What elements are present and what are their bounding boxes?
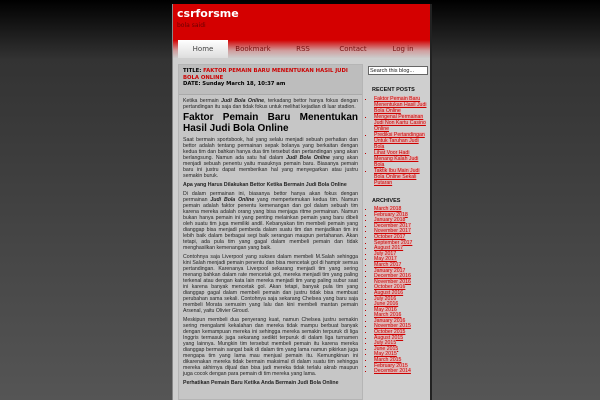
recent-posts-heading: RECENT POSTS <box>372 87 415 93</box>
subheading: Apa yang Harus Dilakukan Bettor Ketika Bermain Judi Bola Online <box>183 182 347 188</box>
paragraph: Contohnya saja Liverpool yang sukses dalam membeli M.Salah sehingga kini Salah menjadi pemain penentu dan bisa mencetak gol di hampir semua pertandingan. Karenanya Liverpool sekarang menjadi tim yang sering menang bahkan dalam rate mencetak gol, mereka menjadi tim yang paling terkenal atau dengan kata lain mereka menjadi tim yang paling subur saat ini karena banyak mencetak gol. Akan tetapi, banyak pula tim yang dianggap gagal dalam membeli pemain dan justru tidak bisa membuat perubahan sama sekali. Contohnya saja sekarang Chelsea yang baru saja membeli Morata semusim yang lalu dan kini membeli mantan pemain Arsenal, yaitu Olivier Giroud. <box>183 254 358 314</box>
archive-link[interactable]: October 2017 <box>374 233 406 240</box>
archive-link[interactable]: February 2018 <box>374 211 408 218</box>
recent-post-link[interactable]: Taktik Ibu Main Judi Bola Online Sekali Putaran <box>374 168 420 186</box>
site-header <box>173 4 430 40</box>
archive-link[interactable]: November 2016 <box>374 278 411 285</box>
keyword-link[interactable]: Judi Bola Online <box>221 98 265 104</box>
nav-rss[interactable]: RSS <box>296 45 310 53</box>
post-title-link[interactable]: FAKTOR PEMAIN BARU MENENTUKAN HASIL JUDI BOLA ONLINE <box>183 68 348 81</box>
paragraph: Meskipun membeli dua penyerang kuat, namun Chelsea justru semakin sering mengalami kekalahan dan mereka tidak mampu berbuat banyak dengan kemampuan mereka ini sehingga mereka semakin terpuruk di liga Inggris termasuk juga sekarang sedikit terpuruk di dalam liga turnamen yang lainnya. Mungkin tim tersebut membeli pemain itu karena mereka dianggap bermain sangat baik di dalam tim yang lama namun pikirkan juga mengapa tim yang lama mau menjual pemain itu. Kemungkinan ini dikarenakan mereka tidak bermain maksimal di dalam suatu tim sehingga mereka akhirnya dijual dan bisa jadi mereka tidak terlalu akrab maupun juga cocok dengan para pemain di tim mereka yang lama. <box>183 317 358 377</box>
main-nav <box>173 40 430 58</box>
archive-link[interactable]: November 2015 <box>374 323 411 330</box>
archive-link[interactable]: May 2016 <box>374 306 397 313</box>
archive-item <box>374 369 429 375</box>
keyword-link[interactable]: Judi Bola Online <box>210 197 255 203</box>
archive-link[interactable]: October 2016 <box>374 284 406 291</box>
text: Saat bermain sportsbook, hal yang selalu menjadi sebuah perhatian dan bettor adalah tentang permainan sepak bolanya yang berkaitan dengan kedua tim dan bahkan hanya dua tim tersebut dan pertandingan yang akan berlangsung. Namun ada satu hal dalam <box>183 137 358 161</box>
archive-link[interactable]: June 2015 <box>374 345 399 352</box>
sidebar <box>366 64 429 375</box>
text: yang akan menjadi sebuah penentu yaitu masuknya pemain baru. Biasanya pemain baru ini justru dapat memberikan hal yang menyegarkan atau justru semakin buruk. <box>183 155 358 179</box>
intro-paragraph <box>183 98 358 110</box>
text: Di dalam permainan ini, biasanya bettor hanya akan fokus dengan permainan <box>183 191 358 203</box>
archive-link[interactable]: March 2016 <box>374 312 402 319</box>
archive-link[interactable]: July 2016 <box>374 295 397 302</box>
archive-link[interactable]: December 2016 <box>374 273 411 280</box>
nav-contact[interactable]: Contact <box>339 45 367 53</box>
recent-post-link[interactable]: Lihat Voor Hadi Menang Kalah Judi Bola <box>374 150 419 168</box>
archives-heading: ARCHIVES <box>372 198 401 204</box>
archive-link[interactable]: September 2017 <box>374 239 413 246</box>
recent-post-item <box>374 114 429 132</box>
keyword-link[interactable]: Judi Bola Online <box>286 155 330 161</box>
post-body <box>179 95 362 386</box>
archive-link[interactable]: March 2015 <box>374 357 402 364</box>
nav-bookmark[interactable]: Bookmark <box>235 45 271 53</box>
text: yang mempertemukan kedua tim. Namun pemain adalah faktor penentu kemenangan dan gol dalam sebuah tim karena mereka adalah orang yang bisa menjaga ritme permainan. Namun bukan hanya pemain ini yang penting melainkan pemain yang baru dibeli oleh suatu tim juga memiliki andil. Kebanyakan tim membeli pemain yang dianggap bisa menjadi pembeda dalam suatu tim dan menjadikan tim ini lebih baik dalam berbagai segi baik serangan maupun pertahanan. Akan tetapi, ada pula tim yang gagal dalam membeli pemain dan tidak menghasilkan kemenangan yang baik. <box>183 197 359 251</box>
archive-link[interactable]: January 2016 <box>374 317 406 324</box>
archive-link[interactable]: December 2017 <box>374 222 411 229</box>
archives-list <box>374 207 429 375</box>
search-input[interactable]: Search this blog... <box>368 66 428 75</box>
archive-link[interactable]: August 2016 <box>374 289 404 296</box>
paragraph <box>183 137 358 179</box>
paragraph <box>183 191 358 251</box>
nav-home[interactable]: Home <box>178 40 228 58</box>
main-content <box>178 64 363 400</box>
archive-link[interactable]: May 2017 <box>374 256 397 263</box>
archive-link[interactable]: July 2017 <box>374 250 397 257</box>
site-tagline: bola saidi <box>177 22 206 29</box>
page-container <box>172 4 432 400</box>
post-date: Sunday March 18, 10:37 am <box>202 81 286 87</box>
archive-link[interactable]: August 2017 <box>374 245 404 252</box>
post-heading: Faktor Pemain Baru Menentukan Hasil Judi Bola Online <box>183 112 358 134</box>
text: Ketika bermain <box>183 98 222 104</box>
archive-link[interactable]: March 2017 <box>374 261 402 268</box>
archive-link[interactable]: July 2015 <box>374 340 397 347</box>
recent-post-link[interactable]: Mengenal Permainan Judi Non Kartu Casino Online <box>374 114 426 132</box>
archive-link[interactable]: December 2014 <box>374 368 411 375</box>
archive-link[interactable]: August 2015 <box>374 334 404 341</box>
recent-post-item <box>374 96 429 114</box>
recent-posts-list <box>374 96 429 186</box>
date-label: DATE: <box>183 81 201 87</box>
archive-link[interactable]: March 2018 <box>374 206 402 212</box>
archive-link[interactable]: June 2016 <box>374 301 399 308</box>
recent-post-link[interactable]: Prediksi Pertandingan Untuk Taruhan Judi Bola <box>374 132 425 150</box>
archive-link[interactable]: February 2015 <box>374 362 408 369</box>
post-meta <box>179 65 362 95</box>
archive-link[interactable]: January 2018 <box>374 217 406 224</box>
recent-post-item <box>374 150 429 168</box>
title-label: TITLE: <box>183 68 202 74</box>
recent-post-item <box>374 168 429 186</box>
nav-login[interactable]: Log in <box>392 45 414 53</box>
archive-link[interactable]: January 2017 <box>374 267 406 274</box>
site-title[interactable]: csrforsme <box>177 7 239 20</box>
archive-link[interactable]: November 2017 <box>374 228 411 235</box>
archive-link[interactable]: October 2015 <box>374 329 406 336</box>
recent-post-link[interactable]: Faktor Pemain Baru Menentukan Hasil Judi Bola Online <box>374 96 427 114</box>
archive-link[interactable]: May 2015 <box>374 351 397 358</box>
recent-post-item <box>374 132 429 150</box>
subheading: Perhatikan Pemain Baru Ketika Anda Bermain Judi Bola Online <box>183 380 339 386</box>
text: , terkadang bettor hanya fokus dengan pertandingan itu saja dan tidak fokus untuk melihat kejadian di luar stadion. <box>183 98 358 110</box>
